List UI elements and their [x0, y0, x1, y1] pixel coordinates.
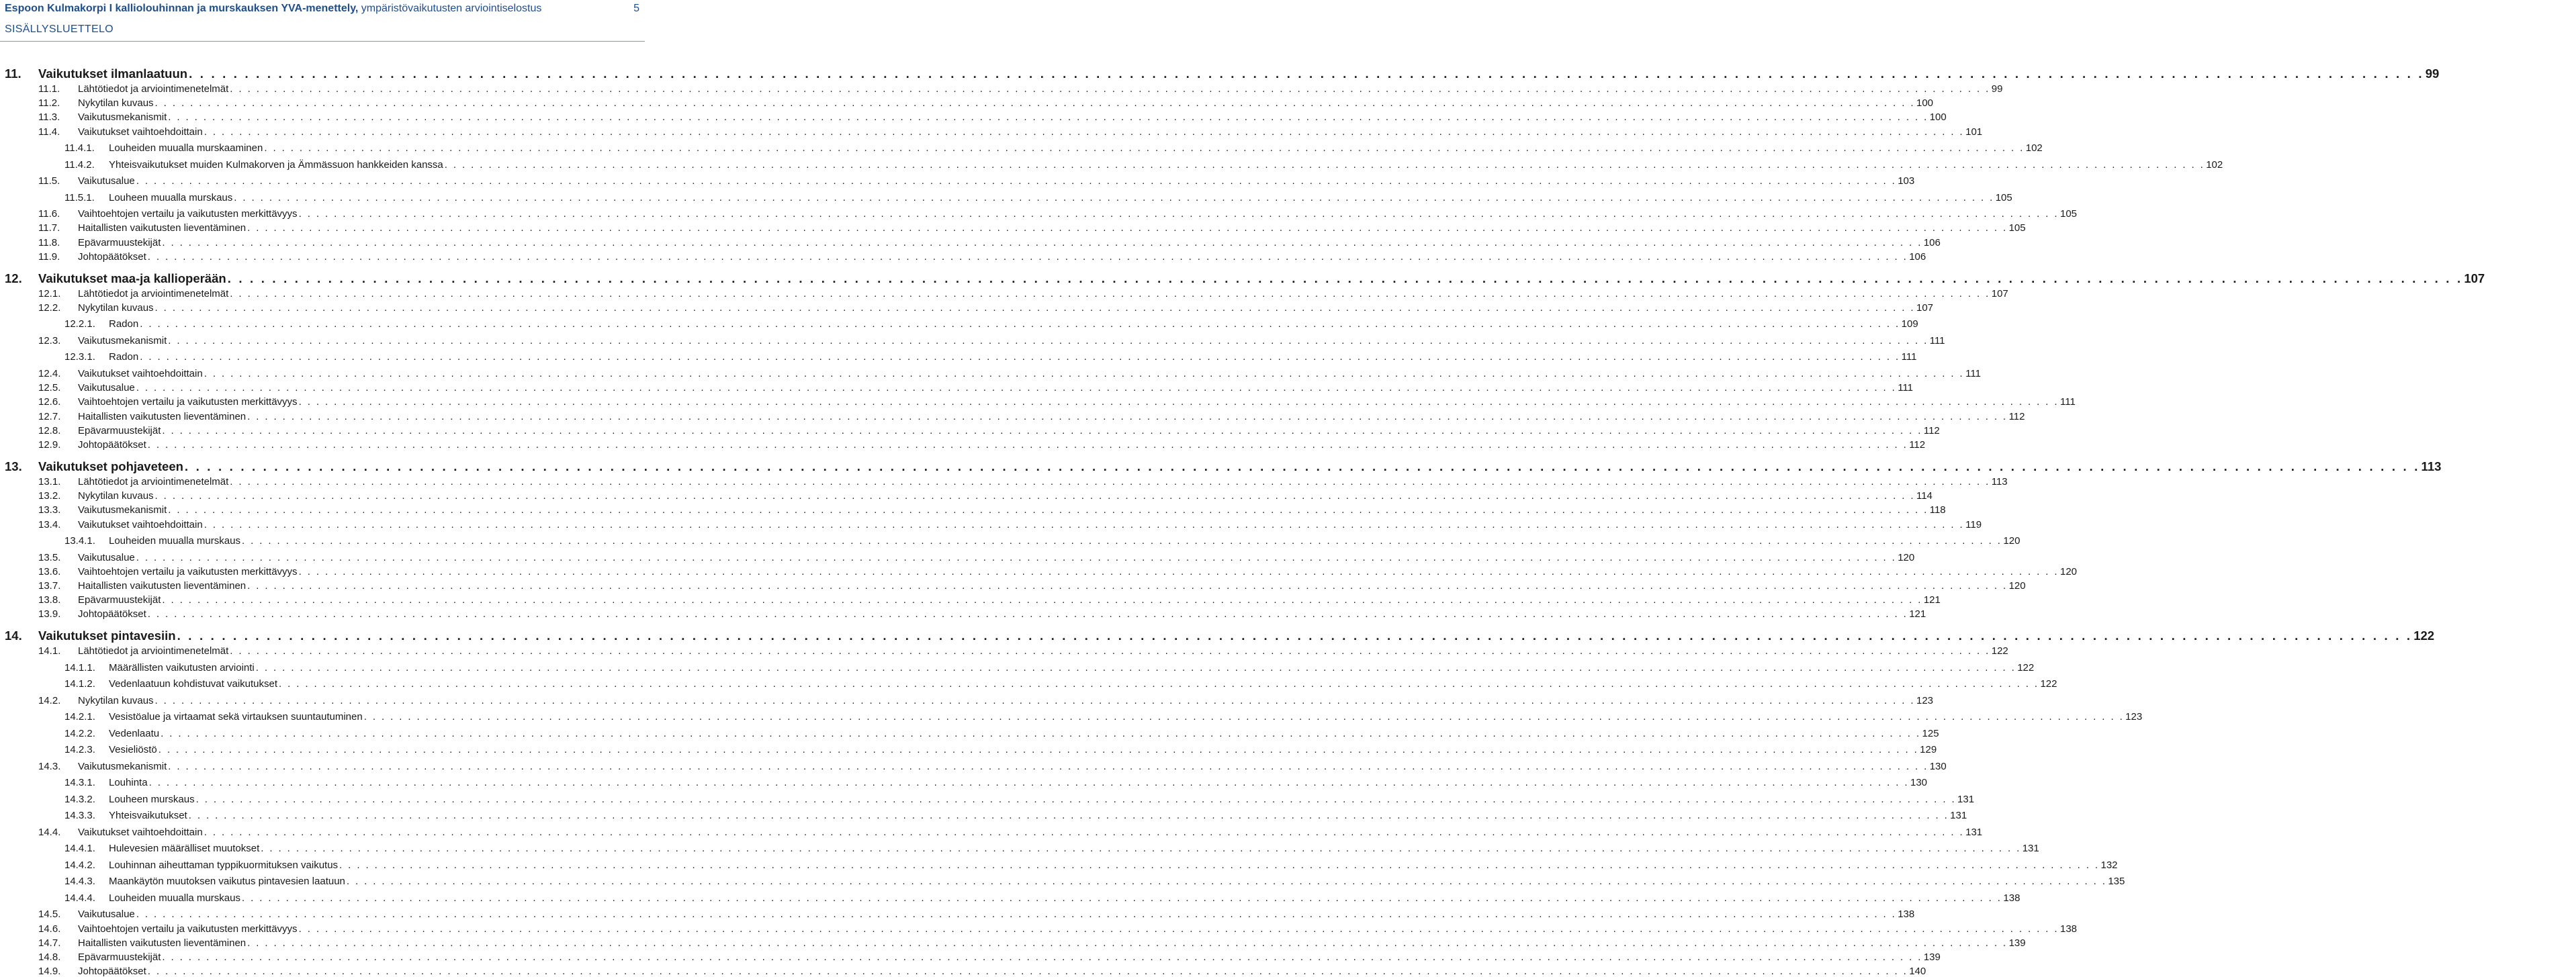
- toc-entry[interactable]: [0, 351, 1917, 363]
- section-label: SISÄLLYSLUETTELO: [5, 24, 114, 35]
- toc-entry-number: 12.3.: [38, 334, 61, 346]
- toc-entry-title: Haitallisten vaikutusten lieventäminen: [78, 222, 247, 234]
- toc-entry-page: 138: [1898, 909, 1915, 921]
- toc-entry-title: Johtopäätökset: [78, 608, 146, 620]
- toc-entry-number: 14.4.4.: [64, 892, 95, 904]
- toc-entry-page: 132: [2100, 859, 2118, 871]
- toc-entry[interactable]: [0, 396, 2076, 408]
- toc-entry-number: 14.2.1.: [64, 711, 95, 723]
- toc-entry-number: 13.5.: [38, 551, 61, 563]
- toc-entry-title: Haitallisten vaikutusten lieventäminen: [78, 937, 247, 949]
- toc-entry-number: 14.: [5, 629, 22, 643]
- toc-entry[interactable]: [0, 301, 1934, 314]
- toc-entry-number: 11.5.: [38, 175, 60, 187]
- toc-entry-number: 14.3.1.: [64, 777, 95, 789]
- toc-entry-page: 130: [1929, 760, 1947, 772]
- toc-entry-title: Radon: [109, 351, 139, 363]
- toc-entry-number: 11.5.1.: [64, 191, 95, 203]
- toc-entry-number: 14.2.3.: [64, 744, 95, 756]
- toc-entry-page: 131: [2022, 843, 2039, 855]
- toc-leader-dots: . . . . . . . . . . . . . . . . . . . . . . . . . . . . . . . . . . . . . . . . . . . . . . . . . . . . . . . . . . . . . . . . . . . . . . . . . . . . . . . . . . . . . . . . . . . . . . . . . . . . . . . . . . . . . . . . . . . . . . . . . . . . . . . . . . . . . . . . . . . . . . . . . . . . . . . . . . . . . . . . . . . . . . . . . . . . . . . . . . . . . . . . . . . . . . . . . . . . . . . .: [255, 661, 2016, 673]
- toc-entry-number: 14.6.: [38, 923, 61, 935]
- toc-entry[interactable]: [0, 83, 2003, 95]
- toc-leader-dots: . . . . . . . . . . . . . . . . . . . . . . . . . . . . . . . . . . . . . . . . . . . . . . . . . . . . . . . . . . . . . . . . . . . . . . . . . . . . . . . . . . . . . . . . . . . . . . . . . . . . . . . . . . . . . . . . . . . . . . . . . . . . . . . . . . . . . . . . . . . . . . . . . . . . . . . . . . . . . . . . . . . . . . . . . . . . . . . . . . . . . . . . . . . . . . . . . . . . . . . .: [168, 111, 1928, 124]
- toc-leader-dots: . . . . . . . . . . . . . . . . . . . . . . . . . . . . . . . . . . . . . . . . . . . . . . . . . . . . . . . . . . . . . . . . . . . . . . . . . . . . . . . . . . . . . . . . . . . . . . . . . . . . . . . . . . . . . . . . . . . . . . . . . . . . . . . . . . . . . . . . . . . . . . . . . . . . . . . . . . . . . . . . . . . . . . . . . . . . . . . . . . . . . . . . . . . . . . . . . . . . . . . .: [204, 826, 1965, 838]
- toc-leader-dots: . . . . . . . . . . . . . . . . . . . . . . . . . . . . . . . . . . . . . . . . . . . . . . . . . . . . . . . . . . . . . . . . . . . . . . . . . . . . . . . . . . . . . . . . . . . . . . . . . . . . . . . . . . . . . . . . . . . . . . . . . . . . . . . . . . . . . . . . . . . . . . . . . . . . . . . . . . . . . . . . . . . . . . . . . . . . . . . . . . . . . . . . . . . . . . . . . . . . . . . .: [230, 645, 1990, 657]
- toc-entry-title: Epävarmuustekijät: [78, 951, 161, 963]
- toc-entry-title: Radon: [109, 318, 139, 330]
- toc-entry[interactable]: [0, 518, 1982, 530]
- toc-entry-page: 111: [1965, 367, 1981, 379]
- toc-entry-title: Johtopäätökset: [78, 438, 146, 451]
- toc-entry[interactable]: [0, 608, 1926, 620]
- toc-entry-number: 12.2.1.: [64, 318, 95, 330]
- toc-entry[interactable]: [0, 111, 1947, 124]
- toc-entry-page: 129: [1920, 744, 1937, 756]
- toc-entry-number: 13.9.: [38, 608, 61, 620]
- toc-entry[interactable]: [0, 810, 1967, 822]
- toc-entry-page: 112: [1923, 424, 1940, 436]
- toc-entry[interactable]: [0, 236, 1941, 248]
- toc-entry-number: 12.3.1.: [64, 351, 95, 363]
- toc-entry-title: Vaikutusmekanismit: [78, 334, 167, 346]
- toc-entry-page: 100: [1929, 111, 1947, 124]
- toc-entry-title: Vesieliöstö: [109, 744, 157, 756]
- toc-leader-dots: . . . . . . . . . . . . . . . . . . . . . . . . . . . . . . . . . . . . . . . . . . . . . . . . . . . . . . . . . . . . . . . . . . . . . . . . . . . . . . . . . . . . . . . . . . . . . . . . . . . . . . . . . . . . . . . . . . . . . . . . . . . . . . . . . . . . . . . . . . . . . . . . . . . . . . . . . . . . . . . . . . . . . . . . . . . . . . . . . . . . . . . . . . . . . . . . . . . . . . . .: [444, 158, 2205, 171]
- toc-entry[interactable]: [0, 727, 1939, 739]
- toc-entry[interactable]: [0, 97, 1934, 109]
- toc-entry-title: Vaikutukset pohjaveteen: [38, 459, 183, 473]
- toc-entry-number: 14.8.: [38, 951, 61, 963]
- toc-leader-dots: . . . . . . . . . . . . . . . . . . . . . . . . . . . . . . . . . . . . . . . . . . . . . . . . . . . . . . . . . . . . . . . . . . . . . . . . . . . . . . . . . . . . . . . . . . . . . . . . . . . . . . . . . . . . . . . . . . . . . . . . . . . . . . . . . . . . . . . . . . . . . . . . . . . . . . . . . . . . . . . . . . . . . . . . . . . . . . . . . . . . . . . . . . . . . . . . . . . . . . . .: [162, 424, 1922, 436]
- toc-entry-title: Vaikutusalue: [78, 175, 135, 187]
- toc-entry-page: 111: [2060, 396, 2076, 408]
- toc-entry-page: 120: [2003, 535, 2020, 547]
- toc-entry-title: Louheiden muualla murskaus: [109, 892, 240, 904]
- toc-leader-dots: . . . . . . . . . . . . . . . . . . . . . . . . . . . . . . . . . . . . . . . . . . . . . . . . . . . . . . . . . . . . . . . . . . . . . . . . . . . . . . . . . . . . . . . . . . . . . . . . . . . . . . . . . . . . . . . . . . . . . . . . . . . . . . . . . . . . . . . . . . . . . . . . . . . . . . . . . . . . . . . . . . . . . . . . . . . . . . . . . . . . . . . . . . . . . . . . . . . . . . . .: [230, 83, 1990, 95]
- toc-entry-number: 14.4.: [38, 826, 61, 838]
- toc-entry-page: 109: [1901, 318, 1918, 330]
- toc-entry[interactable]: [0, 565, 2078, 577]
- toc-entry-title: Vedenlaatu: [109, 727, 160, 739]
- document-title-bold: Espoon Kulmakorpi I kalliolouhinnan ja murskauksen YVA-menettely,: [5, 3, 359, 14]
- toc-entry[interactable]: [0, 158, 2223, 171]
- toc-leader-dots: . . . . . . . . . . . . . . . . . . . . . . . . . . . . . . . . . . . . . . . . . . . . . . . . . . . . . . . . . . . . . . . . . . . . . . . . . . . . . . . . . . . . . . . . . . . . . . . . . . . . . . . . . . . . . . . . . . . . . . . . . . . . . . . . . . . . . . . . . . . . . . . . . . . . . . . . . . . . . . . . . . . . . . . . . . . . . . . . . . . . . . . . . . . . . . . . . . . . . . . .: [204, 126, 1965, 138]
- toc-leader-dots: . . . . . . . . . . . . . . . . . . . . . . . . . . . . . . . . . . . . . . . . . . . . . . . . . . . . . . . . . . . . . . . . . . . . . . . . . . . . . . . . . . . . . . . . . . . . . . . . . . . . . . . . . . . . . . . . . . . . . . . . . . . . . . . . . . . . . . . . . . . . . . . . . . . . . . . . . . . . . . . . . . . . . . . . . . . . . . . . . . . . . . . . . . . . . . . . . . . . . . . .: [147, 966, 1908, 977]
- toc-entry-number: 14.7.: [38, 937, 61, 949]
- toc-entry-title: Vaikutukset vaihtoehdoittain: [78, 126, 203, 138]
- toc-entry-page: 111: [1898, 382, 1914, 394]
- toc-leader-dots: . . . . . . . . . . . . . . . . . . . . . . . . . . . . . . . . . . . . . . . . . . . . . . . . . . . . . . . . . . . . . . . . . . . . . . . . . . . . . . . . . . . . . . . . . . . . . . . . . . . . . . . . . . . . . . . . . . . . . . . . . . . . . . . . . . . . . . . . . . . . . . . . . . . . . . . . . . . . . . . . . . . . . . . . . . . . . . . . . . . . . . . . . . . . . . . . . . . . . . . .: [204, 367, 1965, 379]
- toc-leader-dots: . . . . . . . . . . . . . . . . . . . . . . . . . . . . . . . . . . . . . . . . . . . . . . . . . . . . . . . . . . . . . . . . . . . . . . . . . . . . . . . . . . . . . . . . . . . . . . . . . . . . . . . . . . . . . . . . . . . . . . . . . . . . . . . . . . . . . . . . . . . . . . . . . . . . . . . . . . . . . . . . . . . . . . . . . . . . . . . . . . . . . . . . . . . . . . . . . . . . . . . .: [363, 711, 2125, 723]
- toc-entry-title: Vaikutusalue: [78, 382, 135, 394]
- toc-entry[interactable]: [0, 777, 1928, 789]
- toc-entry-number: 12.: [5, 271, 22, 285]
- toc-entry-title: Vesistöalue ja virtaamat sekä virtauksen suuntautuminen: [109, 711, 363, 723]
- toc-leader-dots: . . . . . . . . . . . . . . . . . . . . . . . . . . . . . . . . . . . . . . . . . . . . . . . . . . . . . . . . . . . . . . . . . . . . . . . . . . . . . . . . . . . . . . . . . . . . . . . . . . . . . . . . . . . . . . . . . . . . . . . . . . . . . . . . . . . . . . . . . . . . . . . . . . . . . . . . . . . . . . . . . . . . . . . . . . . . . . . . . . . . . . . . . . . . . . . . . . . . . . . .: [148, 777, 1909, 789]
- toc-entry-number: 11.4.: [38, 126, 60, 138]
- toc-entry-page: 103: [1898, 175, 1915, 187]
- toc-entry[interactable]: [0, 126, 1983, 138]
- toc-entry-title: Lähtötiedot ja arviointimenetelmät: [78, 475, 229, 487]
- toc-entry-title: Louhinta: [109, 777, 148, 789]
- toc-entry-title: Louheen murskaus: [109, 793, 195, 805]
- toc-leader-dots: . . . . . . . . . . . . . . . . . . . . . . . . . . . . . . . . . . . . . . . . . . . . . . . . . . . . . . . . . . . . . . . . . . . . . . . . . . . . . . . . . . . . . . . . . . . . . . . . . . . . . . . . . . . . . . . . . . . . . . . . . . . . . . . . . . . . . . . . . . . . . . . . . . . . . . . . . . . . . . . . . . . . . . . . . . . . . . . . . . . . . . . . . . . . . . . . . . . . . . . .: [136, 382, 1897, 394]
- toc-entry-number: 13.2.: [38, 490, 61, 502]
- toc-entry-title: Nykytilan kuvaus: [78, 694, 154, 706]
- toc-entry-page: 100: [1916, 97, 1934, 109]
- toc-leader-dots: . . . . . . . . . . . . . . . . . . . . . . . . . . . . . . . . . . . . . . . . . . . . . . . . . . . . . . . . . . . . . . . . . . . . . . . . . . . . . . . . . . . . . . . . . . . . . . . . . . . . . . . . . . . . . . . . . . . . . . . . . . . . . . . . . . . . . . . . . . . . . . . . . . . . . . . . . . . . . . . . . . . . . . . . . . . . . . . . . . . . . . . . . . . . . . . . . . . . . . . .: [154, 301, 1915, 314]
- toc-entry[interactable]: [0, 711, 2143, 723]
- toc-entry-number: 14.4.3.: [64, 876, 95, 888]
- toc-entry[interactable]: [0, 222, 2026, 234]
- toc-leader-dots: . . . . . . . . . . . . . . . . . . . . . . . . . . . . . . . . . . . . . . . . . . . . . . . . . . . . . . . . . . . . . . . . . . . . . . . . . . . . . . . . . . . . . . . . . . . . . . . . . . . . . . . . . . . . . . . . . . . . . . . . . . . . . . . . . . . . . . . . . . . . . . . . . . . . . . . . . . . . . . . . . . . . . . . . . . . . . . . . . . . . . . . . . . . . . . . . . . . . . . . .: [161, 727, 1921, 739]
- toc-entry-title: Vaikutusalue: [78, 551, 135, 563]
- toc-entry[interactable]: [0, 744, 1937, 756]
- toc-leader-dots: . . . . . . . . . . . . . . . . . . . . . . . . . . . . . . . . . . . . . . . . . . . . . . . . . . . . . . . . . . . . . . . . . . . . . . . . . . . . . . . . . . . . . . . . . . . . . . . . . . . . . . . . . . . . . . . . . . . . . . . . . . . . . . . . . . . . . . . . . . . . . . . . . . . . . . . . . . . . . . . . . . . . . . . . . . . . . . . . . . . . . . . . . . . . . . . . . . . . . . . .: [204, 518, 1965, 530]
- toc-leader-dots: . . . . . . . . . . . . . . . . . . . . . . . . . . . . . . . . . . . . . . . . . . . . . . . . . . . . . . . . . . . . . . . . . . . . . . . . . . . . . . . . . . . . . . . . . . . . . . . . . . . . . . . . . . . . . . . . . . . . . . . . . . . . . . . . . . . . . . . . . . . . . . . . . . . . . . . . . . . . . . . . . . . . . . . . . . . . . . . . . . . . . . . . . . . . . . . . . . . . . . . .: [189, 66, 2424, 81]
- toc-entry-title: Nykytilan kuvaus: [78, 301, 154, 314]
- toc-entry-number: 11.4.2.: [64, 158, 95, 171]
- toc-entry-number: 12.4.: [38, 367, 61, 379]
- toc-entry-page: 140: [1909, 966, 1926, 977]
- toc-entry-page: 99: [1991, 83, 2003, 95]
- toc-entry[interactable]: [0, 318, 1918, 330]
- toc-entry-number: 12.6.: [38, 396, 61, 408]
- toc-leader-dots: . . . . . . . . . . . . . . . . . . . . . . . . . . . . . . . . . . . . . . . . . . . . . . . . . . . . . . . . . . . . . . . . . . . . . . . . . . . . . . . . . . . . . . . . . . . . . . . . . . . . . . . . . . . . . . . . . . . . . . . . . . . . . . . . . . . . . . . . . . . . . . . . . . . . . . . . . . . . . . . . . . . . . . . . . . . . . . . . . . . . . . . . . . . . . . . . . . . . . . . .: [147, 438, 1908, 451]
- toc-leader-dots: . . . . . . . . . . . . . . . . . . . . . . . . . . . . . . . . . . . . . . . . . . . . . . . . . . . . . . . . . . . . . . . . . . . . . . . . . . . . . . . . . . . . . . . . . . . . . . . . . . . . . . . . . . . . . . . . . . . . . . . . . . . . . . . . . . . . . . . . . . . . . . . . . . . . . . . . . . . . . . . . . . . . . . . . . . . . . . . . . . . . . . . . . . . . . . . . . . . . . . . .: [261, 843, 2021, 855]
- toc-leader-dots: . . . . . . . . . . . . . . . . . . . . . . . . . . . . . . . . . . . . . . . . . . . . . . . . . . . . . . . . . . . . . . . . . . . . . . . . . . . . . . . . . . . . . . . . . . . . . . . . . . . . . . . . . . . . . . . . . . . . . . . . . . . . . . . . . . . . . . . . . . . . . . . . . . . . . . . . . . . . . . . . . . . . . . . . . . . . . . . . . . . . . . . . . . . . . . . . . . . . . . . .: [168, 504, 1928, 516]
- toc-entry[interactable]: [0, 678, 2057, 690]
- toc-entry-page: 107: [1916, 301, 1934, 314]
- toc-entry[interactable]: [0, 287, 2008, 299]
- toc-leader-dots: . . . . . . . . . . . . . . . . . . . . . . . . . . . . . . . . . . . . . . . . . . . . . . . . . . . . . . . . . . . . . . . . . . . . . . . . . . . . . . . . . . . . . . . . . . . . . . . . . . . . . . . . . . . . . . . . . . . . . . . . . . . . . . . . . . . . . . . . . . . . . . . . . . . . . . . . . . . . . . . . . . . . . . . . . . . . . . . . . . . . . . . . . . . . . . . . . . . . . . . .: [147, 250, 1908, 263]
- toc-entry[interactable]: [0, 594, 1941, 606]
- toc-entry[interactable]: [0, 579, 2026, 592]
- toc-entry-page: 106: [1909, 250, 1926, 263]
- header-divider: [0, 41, 645, 42]
- toc-entry-page: 105: [2060, 208, 2078, 220]
- toc-entry-page: 139: [1923, 951, 1941, 963]
- toc-leader-dots: . . . . . . . . . . . . . . . . . . . . . . . . . . . . . . . . . . . . . . . . . . . . . . . . . . . . . . . . . . . . . . . . . . . . . . . . . . . . . . . . . . . . . . . . . . . . . . . . . . . . . . . . . . . . . . . . . . . . . . . . . . . . . . . . . . . . . . . . . . . . . . . . . . . . . . . . . . . . . . . . . . . . . . . . . . . . . . . . . . . . . . . . . . . . . . . . . . . . . . . .: [168, 760, 1928, 772]
- toc-entry[interactable]: [0, 694, 1934, 706]
- toc-entry-page: 113: [1991, 475, 2008, 487]
- toc-entry[interactable]: [0, 826, 1983, 838]
- toc-entry-number: 13.3.: [38, 504, 61, 516]
- toc-entry-number: 13.4.: [38, 518, 61, 530]
- toc-leader-dots: . . . . . . . . . . . . . . . . . . . . . . . . . . . . . . . . . . . . . . . . . . . . . . . . . . . . . . . . . . . . . . . . . . . . . . . . . . . . . . . . . . . . . . . . . . . . . . . . . . . . . . . . . . . . . . . . . . . . . . . . . . . . . . . . . . . . . . . . . . . . . . . . . . . . . . . . . . . . . . . . . . . . . . . . . . . . . . . . . . . . . . . . . . . . . . . . . . . . . . . .: [230, 475, 1990, 487]
- page-header: [0, 0, 645, 42]
- toc-entry-page: 122: [2413, 629, 2435, 643]
- toc-entry-title: Epävarmuustekijät: [78, 594, 161, 606]
- toc-leader-dots: . . . . . . . . . . . . . . . . . . . . . . . . . . . . . . . . . . . . . . . . . . . . . . . . . . . . . . . . . . . . . . . . . . . . . . . . . . . . . . . . . . . . . . . . . . . . . . . . . . . . . . . . . . . . . . . . . . . . . . . . . . . . . . . . . . . . . . . . . . . . . . . . . . . . . . . . . . . . . . . . . . . . . . . . . . . . . . . . . . . . . . . . . . . . . . . . . . . . . . . .: [158, 744, 1919, 756]
- toc-entry-page: 131: [1957, 793, 1975, 805]
- toc-entry-page: 139: [2008, 937, 2026, 949]
- toc-entry-page: 123: [2125, 711, 2143, 723]
- toc-entry-page: 112: [2008, 410, 2025, 422]
- toc-entry-number: 14.4.2.: [64, 859, 95, 871]
- toc-entry-number: 13.: [5, 459, 22, 473]
- toc-leader-dots: . . . . . . . . . . . . . . . . . . . . . . . . . . . . . . . . . . . . . . . . . . . . . . . . . . . . . . . . . . . . . . . . . . . . . . . . . . . . . . . . . . . . . . . . . . . . . . . . . . . . . . . . . . . . . . . . . . . . . . . . . . . . . . . . . . . . . . . . . . . . . . . . . . . . . . . . . . . . . . . . . . . . . . . . . . . . . . . . . . . . . . . . . . . . . . . . . . . . . . . .: [247, 579, 2008, 592]
- toc-entry-number: 14.3.3.: [64, 810, 95, 822]
- toc-entry-page: 123: [1916, 694, 1934, 706]
- toc-chapter[interactable]: [0, 271, 2485, 286]
- toc-entry-number: 11.3.: [38, 111, 60, 124]
- toc-entry[interactable]: [0, 535, 2020, 547]
- toc-entry-number: 12.5.: [38, 382, 61, 394]
- toc-chapter[interactable]: [0, 629, 2435, 643]
- toc-entry[interactable]: [0, 551, 1915, 563]
- toc-entry-title: Nykytilan kuvaus: [78, 97, 154, 109]
- toc-entry[interactable]: [0, 645, 2008, 657]
- toc-entry-number: 14.1.1.: [64, 661, 95, 673]
- toc-entry-page: 121: [1923, 594, 1941, 606]
- toc-entry-title: Epävarmuustekijät: [78, 236, 161, 248]
- toc-leader-dots: . . . . . . . . . . . . . . . . . . . . . . . . . . . . . . . . . . . . . . . . . . . . . . . . . . . . . . . . . . . . . . . . . . . . . . . . . . . . . . . . . . . . . . . . . . . . . . . . . . . . . . . . . . . . . . . . . . . . . . . . . . . . . . . . . . . . . . . . . . . . . . . . . . . . . . . . . . . . . . . . . . . . . . . . . . . . . . . . . . . . . . . . . . . . . . . . . . . . . . . .: [162, 594, 1922, 606]
- toc-leader-dots: . . . . . . . . . . . . . . . . . . . . . . . . . . . . . . . . . . . . . . . . . . . . . . . . . . . . . . . . . . . . . . . . . . . . . . . . . . . . . . . . . . . . . . . . . . . . . . . . . . . . . . . . . . . . . . . . . . . . . . . . . . . . . . . . . . . . . . . . . . . . . . . . . . . . . . . . . . . . . . . . . . . . . . . . . . . . . . . . . . . . . . . . . . . . . . . . . . . . . . . .: [195, 793, 1957, 805]
- toc-entry-title: Louhinnan aiheuttaman typpikuormituksen vaikutus: [109, 859, 339, 871]
- toc-entry[interactable]: [0, 923, 2078, 935]
- toc-entry[interactable]: [0, 843, 2039, 855]
- toc-leader-dots: . . . . . . . . . . . . . . . . . . . . . . . . . . . . . . . . . . . . . . . . . . . . . . . . . . . . . . . . . . . . . . . . . . . . . . . . . . . . . . . . . . . . . . . . . . . . . . . . . . . . . . . . . . . . . . . . . . . . . . . . . . . . . . . . . . . . . . . . . . . . . . . . . . . . . . . . . . . . . . . . . . . . . . . . . . . . . . . . . . . . . . . . . . . . . . . . . . . . . . . .: [136, 551, 1897, 563]
- toc-leader-dots: . . . . . . . . . . . . . . . . . . . . . . . . . . . . . . . . . . . . . . . . . . . . . . . . . . . . . . . . . . . . . . . . . . . . . . . . . . . . . . . . . . . . . . . . . . . . . . . . . . . . . . . . . . . . . . . . . . . . . . . . . . . . . . . . . . . . . . . . . . . . . . . . . . . . . . . . . . . . . . . . . . . . . . . . . . . . . . . . . . . . . . . . . . . . . . . . . . . . . . . .: [154, 490, 1915, 502]
- toc-leader-dots: . . . . . . . . . . . . . . . . . . . . . . . . . . . . . . . . . . . . . . . . . . . . . . . . . . . . . . . . . . . . . . . . . . . . . . . . . . . . . . . . . . . . . . . . . . . . . . . . . . . . . . . . . . . . . . . . . . . . . . . . . . . . . . . . . . . . . . . . . . . . . . . . . . . . . . . . . . . . . . . . . . . . . . . . . . . . . . . . . . . . . . . . . . . . . . . . . . . . . . . .: [298, 565, 2059, 577]
- toc-entry[interactable]: [0, 892, 2020, 904]
- toc-leader-dots: . . . . . . . . . . . . . . . . . . . . . . . . . . . . . . . . . . . . . . . . . . . . . . . . . . . . . . . . . . . . . . . . . . . . . . . . . . . . . . . . . . . . . . . . . . . . . . . . . . . . . . . . . . . . . . . . . . . . . . . . . . . . . . . . . . . . . . . . . . . . . . . . . . . . . . . . . . . . . . . . . . . . . . . . . . . . . . . . . . . . . . . . . . . . . . . . . . . . . . . .: [140, 318, 1900, 330]
- toc-entry-page: 102: [2025, 142, 2043, 154]
- toc-entry-title: Lähtötiedot ja arviointimenetelmät: [78, 645, 229, 657]
- toc-entry-number: 11.2.: [38, 97, 60, 109]
- toc-entry-number: 12.8.: [38, 424, 61, 436]
- toc-leader-dots: . . . . . . . . . . . . . . . . . . . . . . . . . . . . . . . . . . . . . . . . . . . . . . . . . . . . . . . . . . . . . . . . . . . . . . . . . . . . . . . . . . . . . . . . . . . . . . . . . . . . . . . . . . . . . . . . . . . . . . . . . . . . . . . . . . . . . . . . . . . . . . . . . . . . . . . . . . . . . . . . . . . . . . . . . . . . . . . . . . . . . . . . . . . . . . . . . . . . . . . .: [147, 608, 1908, 620]
- toc-entry-title: Johtopäätökset: [78, 250, 146, 263]
- toc-entry-number: 11.1.: [38, 83, 60, 95]
- toc-leader-dots: . . . . . . . . . . . . . . . . . . . . . . . . . . . . . . . . . . . . . . . . . . . . . . . . . . . . . . . . . . . . . . . . . . . . . . . . . . . . . . . . . . . . . . . . . . . . . . . . . . . . . . . . . . . . . . . . . . . . . . . . . . . . . . . . . . . . . . . . . . . . . . . . . . . . . . . . . . . . . . . . . . . . . . . . . . . . . . . . . . . . . . . . . . . . . . . . . . . . . . . .: [264, 142, 2025, 154]
- toc-entry[interactable]: [0, 142, 2043, 154]
- toc-leader-dots: . . . . . . . . . . . . . . . . . . . . . . . . . . . . . . . . . . . . . . . . . . . . . . . . . . . . . . . . . . . . . . . . . . . . . . . . . . . . . . . . . . . . . . . . . . . . . . . . . . . . . . . . . . . . . . . . . . . . . . . . . . . . . . . . . . . . . . . . . . . . . . . . . . . . . . . . . . . . . . . . . . . . . . . . . . . . . . . . . . . . . . . . . . . . . . . . . . . . . . . .: [339, 859, 2100, 871]
- toc-entry[interactable]: [0, 191, 2012, 203]
- toc-entry-number: 11.9.: [38, 250, 60, 263]
- toc-leader-dots: . . . . . . . . . . . . . . . . . . . . . . . . . . . . . . . . . . . . . . . . . . . . . . . . . . . . . . . . . . . . . . . . . . . . . . . . . . . . . . . . . . . . . . . . . . . . . . . . . . . . . . . . . . . . . . . . . . . . . . . . . . . . . . . . . . . . . . . . . . . . . . . . . . . . . . . . . . . . . . . . . . . . . . . . . . . . . . . . . . . . . . . . . . . . . . . . . . . . . . . .: [298, 923, 2059, 935]
- toc-entry-title: Vaikutusmekanismit: [78, 760, 167, 772]
- toc-entry-number: 14.3.: [38, 760, 61, 772]
- toc-entry-page: 131: [1950, 810, 1967, 822]
- toc-leader-dots: . . . . . . . . . . . . . . . . . . . . . . . . . . . . . . . . . . . . . . . . . . . . . . . . . . . . . . . . . . . . . . . . . . . . . . . . . . . . . . . . . . . . . . . . . . . . . . . . . . . . . . . . . . . . . . . . . . . . . . . . . . . . . . . . . . . . . . . . . . . . . . . . . . . . . . . . . . . . . . . . . . . . . . . . . . . . . . . . . . . . . . . . . . . . . . . . . . . . . . . .: [177, 629, 2413, 643]
- toc-entry-title: Maankäytön muutoksen vaikutus pintavesien laatuun: [109, 876, 345, 888]
- toc-entry-title: Vaikutukset vaihtoehdoittain: [78, 826, 203, 838]
- toc-entry-page: 107: [1991, 287, 2008, 299]
- toc-entry-number: 14.4.1.: [64, 843, 95, 855]
- toc-entry-number: 14.1.2.: [64, 678, 95, 690]
- toc-entry-number: 11.8.: [38, 236, 60, 248]
- toc-leader-dots: . . . . . . . . . . . . . . . . . . . . . . . . . . . . . . . . . . . . . . . . . . . . . . . . . . . . . . . . . . . . . . . . . . . . . . . . . . . . . . . . . . . . . . . . . . . . . . . . . . . . . . . . . . . . . . . . . . . . . . . . . . . . . . . . . . . . . . . . . . . . . . . . . . . . . . . . . . . . . . . . . . . . . . . . . . . . . . . . . . . . . . . . . . . . . . . . . . . . . . . .: [346, 876, 2107, 888]
- toc-entry-number: 11.4.1.: [64, 142, 95, 154]
- toc-entry-title: Vaikutusmekanismit: [78, 111, 167, 124]
- toc-entry-page: 120: [1898, 551, 1915, 563]
- toc-entry-number: 13.6.: [38, 565, 61, 577]
- toc-entry-page: 107: [2464, 271, 2485, 285]
- document-title-rest: ympäristövaikutusten arviointiselostus: [358, 3, 542, 14]
- toc-entry[interactable]: [0, 382, 1914, 394]
- toc-entry-title: Vaikutukset maa-ja kallioperään: [38, 271, 226, 285]
- toc-entry-number: 14.2.: [38, 694, 61, 706]
- toc-leader-dots: . . . . . . . . . . . . . . . . . . . . . . . . . . . . . . . . . . . . . . . . . . . . . . . . . . . . . . . . . . . . . . . . . . . . . . . . . . . . . . . . . . . . . . . . . . . . . . . . . . . . . . . . . . . . . . . . . . . . . . . . . . . . . . . . . . . . . . . . . . . . . . . . . . . . . . . . . . . . . . . . . . . . . . . . . . . . . . . . . . . . . . . . . . . . . . . . . . . . . . . .: [162, 236, 1922, 248]
- toc-leader-dots: . . . . . . . . . . . . . . . . . . . . . . . . . . . . . . . . . . . . . . . . . . . . . . . . . . . . . . . . . . . . . . . . . . . . . . . . . . . . . . . . . . . . . . . . . . . . . . . . . . . . . . . . . . . . . . . . . . . . . . . . . . . . . . . . . . . . . . . . . . . . . . . . . . . . . . . . . . . . . . . . . . . . . . . . . . . . . . . . . . . . . . . . . . . . . . . . . . . . . . . .: [298, 208, 2059, 220]
- toc-entry-page: 122: [2040, 678, 2057, 690]
- page-number: 5: [633, 3, 639, 14]
- toc-entry-number: 12.1.: [38, 287, 61, 299]
- toc-leader-dots: . . . . . . . . . . . . . . . . . . . . . . . . . . . . . . . . . . . . . . . . . . . . . . . . . . . . . . . . . . . . . . . . . . . . . . . . . . . . . . . . . . . . . . . . . . . . . . . . . . . . . . . . . . . . . . . . . . . . . . . . . . . . . . . . . . . . . . . . . . . . . . . . . . . . . . . . . . . . . . . . . . . . . . . . . . . . . . . . . . . . . . . . . . . . . . . . . . . . . . . .: [136, 175, 1897, 187]
- toc-entry-title: Louheiden muualla murskaus: [109, 535, 240, 547]
- toc-leader-dots: . . . . . . . . . . . . . . . . . . . . . . . . . . . . . . . . . . . . . . . . . . . . . . . . . . . . . . . . . . . . . . . . . . . . . . . . . . . . . . . . . . . . . . . . . . . . . . . . . . . . . . . . . . . . . . . . . . . . . . . . . . . . . . . . . . . . . . . . . . . . . . . . . . . . . . . . . . . . . . . . . . . . . . . . . . . . . . . . . . . . . . . . . . . . . . . . . . . . . . . .: [140, 351, 1900, 363]
- toc-entry-number: 14.9.: [38, 966, 61, 977]
- toc-chapter[interactable]: [0, 459, 2442, 474]
- toc-entry[interactable]: [0, 909, 1915, 921]
- toc-entry-title: Vaihtoehtojen vertailu ja vaikutusten merkittävyys: [78, 565, 298, 577]
- toc-entry-title: Johtopäätökset: [78, 966, 146, 977]
- toc-entry-title: Nykytilan kuvaus: [78, 490, 154, 502]
- toc-leader-dots: . . . . . . . . . . . . . . . . . . . . . . . . . . . . . . . . . . . . . . . . . . . . . . . . . . . . . . . . . . . . . . . . . . . . . . . . . . . . . . . . . . . . . . . . . . . . . . . . . . . . . . . . . . . . . . . . . . . . . . . . . . . . . . . . . . . . . . . . . . . . . . . . . . . . . . . . . . . . . . . . . . . . . . . . . . . . . . . . . . . . . . . . . . . . . . . . . . . . . . . .: [136, 909, 1897, 921]
- toc-entry-page: 122: [1991, 645, 2008, 657]
- toc-entry-number: 12.7.: [38, 410, 61, 422]
- toc-entry-page: 101: [1965, 126, 1983, 138]
- toc-leader-dots: . . . . . . . . . . . . . . . . . . . . . . . . . . . . . . . . . . . . . . . . . . . . . . . . . . . . . . . . . . . . . . . . . . . . . . . . . . . . . . . . . . . . . . . . . . . . . . . . . . . . . . . . . . . . . . . . . . . . . . . . . . . . . . . . . . . . . . . . . . . . . . . . . . . . . . . . . . . . . . . . . . . . . . . . . . . . . . . . . . . . . . . . . . . . . . . . . . . . . . . .: [247, 410, 2008, 422]
- toc-entry-number: 13.7.: [38, 579, 61, 592]
- toc-entry[interactable]: [0, 951, 1941, 963]
- toc-leader-dots: . . . . . . . . . . . . . . . . . . . . . . . . . . . . . . . . . . . . . . . . . . . . . . . . . . . . . . . . . . . . . . . . . . . . . . . . . . . . . . . . . . . . . . . . . . . . . . . . . . . . . . . . . . . . . . . . . . . . . . . . . . . . . . . . . . . . . . . . . . . . . . . . . . . . . . . . . . . . . . . . . . . . . . . . . . . . . . . . . . . . . . . . . . . . . . . . . . . . . . . .: [241, 892, 2002, 904]
- toc-entry-title: Hulevesien määrälliset muutokset: [109, 843, 260, 855]
- toc-entry-title: Määrällisten vaikutusten arviointi: [109, 661, 255, 673]
- toc-leader-dots: . . . . . . . . . . . . . . . . . . . . . . . . . . . . . . . . . . . . . . . . . . . . . . . . . . . . . . . . . . . . . . . . . . . . . . . . . . . . . . . . . . . . . . . . . . . . . . . . . . . . . . . . . . . . . . . . . . . . . . . . . . . . . . . . . . . . . . . . . . . . . . . . . . . . . . . . . . . . . . . . . . . . . . . . . . . . . . . . . . . . . . . . . . . . . . . . . . . . . . . .: [227, 271, 2463, 285]
- toc-entry-number: 14.5.: [38, 909, 61, 921]
- toc-entry-page: 125: [1922, 727, 1939, 739]
- toc-leader-dots: . . . . . . . . . . . . . . . . . . . . . . . . . . . . . . . . . . . . . . . . . . . . . . . . . . . . . . . . . . . . . . . . . . . . . . . . . . . . . . . . . . . . . . . . . . . . . . . . . . . . . . . . . . . . . . . . . . . . . . . . . . . . . . . . . . . . . . . . . . . . . . . . . . . . . . . . . . . . . . . . . . . . . . . . . . . . . . . . . . . . . . . . . . . . . . . . . . . . . . . .: [247, 222, 2008, 234]
- toc-entry-title: Epävarmuustekijät: [78, 424, 161, 436]
- toc-entry-title: Louheen muualla murskaus: [109, 191, 233, 203]
- toc-entry-page: 131: [1965, 826, 1983, 838]
- toc-entry-number: 11.: [5, 66, 21, 81]
- toc-entry-number: 13.8.: [38, 594, 61, 606]
- toc-entry[interactable]: [0, 490, 1933, 502]
- toc-entry[interactable]: [0, 367, 1981, 379]
- toc-leader-dots: . . . . . . . . . . . . . . . . . . . . . . . . . . . . . . . . . . . . . . . . . . . . . . . . . . . . . . . . . . . . . . . . . . . . . . . . . . . . . . . . . . . . . . . . . . . . . . . . . . . . . . . . . . . . . . . . . . . . . . . . . . . . . . . . . . . . . . . . . . . . . . . . . . . . . . . . . . . . . . . . . . . . . . . . . . . . . . . . . . . . . . . . . . . . . . . . . . . . . . . .: [168, 334, 1928, 346]
- toc-entry-number: 13.4.1.: [64, 535, 95, 547]
- toc-entry[interactable]: [0, 475, 2008, 487]
- toc-leader-dots: . . . . . . . . . . . . . . . . . . . . . . . . . . . . . . . . . . . . . . . . . . . . . . . . . . . . . . . . . . . . . . . . . . . . . . . . . . . . . . . . . . . . . . . . . . . . . . . . . . . . . . . . . . . . . . . . . . . . . . . . . . . . . . . . . . . . . . . . . . . . . . . . . . . . . . . . . . . . . . . . . . . . . . . . . . . . . . . . . . . . . . . . . . . . . . . . . . . . . . . .: [184, 459, 2420, 473]
- toc-entry[interactable]: [0, 504, 1946, 516]
- toc-entry-page: 120: [2060, 565, 2078, 577]
- toc-entry[interactable]: [0, 661, 2035, 673]
- toc-entry-number: 11.6.: [38, 208, 60, 220]
- toc-entry-page: 120: [2008, 579, 2026, 592]
- toc-entry-title: Vaikutukset ilmanlaatuun: [38, 66, 188, 81]
- toc-entry-number: 14.1.: [38, 645, 61, 657]
- toc-entry-number: 14.2.2.: [64, 727, 95, 739]
- toc-entry-title: Vaikutusalue: [78, 909, 135, 921]
- toc-entry-title: Louheiden muualla murskaaminen: [109, 142, 263, 154]
- toc-leader-dots: . . . . . . . . . . . . . . . . . . . . . . . . . . . . . . . . . . . . . . . . . . . . . . . . . . . . . . . . . . . . . . . . . . . . . . . . . . . . . . . . . . . . . . . . . . . . . . . . . . . . . . . . . . . . . . . . . . . . . . . . . . . . . . . . . . . . . . . . . . . . . . . . . . . . . . . . . . . . . . . . . . . . . . . . . . . . . . . . . . . . . . . . . . . . . . . . . . . . . . . .: [188, 810, 1949, 822]
- toc-entry[interactable]: [0, 876, 2125, 888]
- toc-entry-title: Haitallisten vaikutusten lieventäminen: [78, 410, 247, 422]
- toc-entry-page: 135: [2108, 876, 2125, 888]
- toc-entry-page: 121: [1909, 608, 1926, 620]
- toc-leader-dots: . . . . . . . . . . . . . . . . . . . . . . . . . . . . . . . . . . . . . . . . . . . . . . . . . . . . . . . . . . . . . . . . . . . . . . . . . . . . . . . . . . . . . . . . . . . . . . . . . . . . . . . . . . . . . . . . . . . . . . . . . . . . . . . . . . . . . . . . . . . . . . . . . . . . . . . . . . . . . . . . . . . . . . . . . . . . . . . . . . . . . . . . . . . . . . . . . . . . . . . .: [247, 937, 2008, 949]
- document-title: [5, 3, 541, 15]
- toc-chapter[interactable]: [0, 66, 2440, 81]
- toc-entry-title: Vaikutukset vaihtoehdoittain: [78, 367, 203, 379]
- toc-entry[interactable]: [0, 859, 2118, 871]
- toc-leader-dots: . . . . . . . . . . . . . . . . . . . . . . . . . . . . . . . . . . . . . . . . . . . . . . . . . . . . . . . . . . . . . . . . . . . . . . . . . . . . . . . . . . . . . . . . . . . . . . . . . . . . . . . . . . . . . . . . . . . . . . . . . . . . . . . . . . . . . . . . . . . . . . . . . . . . . . . . . . . . . . . . . . . . . . . . . . . . . . . . . . . . . . . . . . . . . . . . . . . . . . . .: [234, 191, 1994, 203]
- toc-entry-number: 13.1.: [38, 475, 61, 487]
- toc-entry-page: 99: [2425, 66, 2440, 81]
- toc-entry-page: 138: [2003, 892, 2020, 904]
- toc-entry[interactable]: [0, 966, 1926, 977]
- toc-entry-page: 105: [1995, 191, 2012, 203]
- toc-entry-title: Vaikutusmekanismit: [78, 504, 167, 516]
- toc-entry-title: Vedenlaatuun kohdistuvat vaikutukset: [109, 678, 278, 690]
- toc-entry-page: 112: [1909, 438, 1926, 451]
- toc-leader-dots: . . . . . . . . . . . . . . . . . . . . . . . . . . . . . . . . . . . . . . . . . . . . . . . . . . . . . . . . . . . . . . . . . . . . . . . . . . . . . . . . . . . . . . . . . . . . . . . . . . . . . . . . . . . . . . . . . . . . . . . . . . . . . . . . . . . . . . . . . . . . . . . . . . . . . . . . . . . . . . . . . . . . . . . . . . . . . . . . . . . . . . . . . . . . . . . . . . . . . . . .: [230, 287, 1990, 299]
- toc-entry[interactable]: [0, 410, 2025, 422]
- toc-entry[interactable]: [0, 175, 1915, 187]
- toc-entry-title: Yhteisvaikutukset muiden Kulmakorven ja Ämmässuon hankkeiden kanssa: [109, 158, 443, 171]
- toc-entry[interactable]: [0, 793, 1975, 805]
- toc-entry-title: Vaikutukset pintavesiin: [38, 629, 176, 643]
- toc-entry-page: 119: [1965, 518, 1982, 530]
- toc-entry-number: 14.3.2.: [64, 793, 95, 805]
- toc-entry-page: 118: [1929, 504, 1946, 516]
- toc-entry[interactable]: [0, 937, 2026, 949]
- toc-entry-page: 114: [1916, 490, 1933, 502]
- toc-entry[interactable]: [0, 334, 1945, 346]
- toc-entry-title: Vaikutukset vaihtoehdoittain: [78, 518, 203, 530]
- toc-entry-title: Vaihtoehtojen vertailu ja vaikutusten merkittävyys: [78, 208, 298, 220]
- toc-entry-number: 12.2.: [38, 301, 61, 314]
- toc-entry-title: Yhteisvaikutukset: [109, 810, 187, 822]
- toc-leader-dots: . . . . . . . . . . . . . . . . . . . . . . . . . . . . . . . . . . . . . . . . . . . . . . . . . . . . . . . . . . . . . . . . . . . . . . . . . . . . . . . . . . . . . . . . . . . . . . . . . . . . . . . . . . . . . . . . . . . . . . . . . . . . . . . . . . . . . . . . . . . . . . . . . . . . . . . . . . . . . . . . . . . . . . . . . . . . . . . . . . . . . . . . . . . . . . . . . . . . . . . .: [241, 535, 2002, 547]
- toc-entry[interactable]: [0, 208, 2078, 220]
- toc-entry-page: 113: [2421, 459, 2442, 473]
- toc-entry-number: 12.9.: [38, 438, 61, 451]
- toc-entry[interactable]: [0, 250, 1926, 263]
- toc-entry-page: 130: [1910, 777, 1928, 789]
- toc-entry-page: 105: [2008, 222, 2026, 234]
- toc-entry-page: 111: [1929, 334, 1945, 346]
- toc-entry-page: 102: [2206, 158, 2223, 171]
- toc-entry-number: 11.7.: [38, 222, 60, 234]
- toc-leader-dots: . . . . . . . . . . . . . . . . . . . . . . . . . . . . . . . . . . . . . . . . . . . . . . . . . . . . . . . . . . . . . . . . . . . . . . . . . . . . . . . . . . . . . . . . . . . . . . . . . . . . . . . . . . . . . . . . . . . . . . . . . . . . . . . . . . . . . . . . . . . . . . . . . . . . . . . . . . . . . . . . . . . . . . . . . . . . . . . . . . . . . . . . . . . . . . . . . . . . . . . .: [162, 951, 1922, 963]
- toc-entry-page: 111: [1901, 351, 1917, 363]
- toc-entry-title: Vaihtoehtojen vertailu ja vaikutusten merkittävyys: [78, 396, 298, 408]
- toc-entry[interactable]: [0, 438, 1926, 451]
- toc-entry-title: Lähtötiedot ja arviointimenetelmät: [78, 287, 229, 299]
- toc-leader-dots: . . . . . . . . . . . . . . . . . . . . . . . . . . . . . . . . . . . . . . . . . . . . . . . . . . . . . . . . . . . . . . . . . . . . . . . . . . . . . . . . . . . . . . . . . . . . . . . . . . . . . . . . . . . . . . . . . . . . . . . . . . . . . . . . . . . . . . . . . . . . . . . . . . . . . . . . . . . . . . . . . . . . . . . . . . . . . . . . . . . . . . . . . . . . . . . . . . . . . . . .: [279, 678, 2039, 690]
- toc-entry-page: 138: [2060, 923, 2078, 935]
- toc-entry-title: Vaihtoehtojen vertailu ja vaikutusten merkittävyys: [78, 923, 298, 935]
- toc-leader-dots: . . . . . . . . . . . . . . . . . . . . . . . . . . . . . . . . . . . . . . . . . . . . . . . . . . . . . . . . . . . . . . . . . . . . . . . . . . . . . . . . . . . . . . . . . . . . . . . . . . . . . . . . . . . . . . . . . . . . . . . . . . . . . . . . . . . . . . . . . . . . . . . . . . . . . . . . . . . . . . . . . . . . . . . . . . . . . . . . . . . . . . . . . . . . . . . . . . . . . . . .: [154, 97, 1915, 109]
- toc-entry[interactable]: [0, 760, 1947, 772]
- toc-leader-dots: . . . . . . . . . . . . . . . . . . . . . . . . . . . . . . . . . . . . . . . . . . . . . . . . . . . . . . . . . . . . . . . . . . . . . . . . . . . . . . . . . . . . . . . . . . . . . . . . . . . . . . . . . . . . . . . . . . . . . . . . . . . . . . . . . . . . . . . . . . . . . . . . . . . . . . . . . . . . . . . . . . . . . . . . . . . . . . . . . . . . . . . . . . . . . . . . . . . . . . . .: [154, 694, 1915, 706]
- toc-entry-page: 106: [1923, 236, 1941, 248]
- toc-entry-title: Haitallisten vaikutusten lieventäminen: [78, 579, 247, 592]
- toc-entry-page: 122: [2017, 661, 2035, 673]
- toc-leader-dots: . . . . . . . . . . . . . . . . . . . . . . . . . . . . . . . . . . . . . . . . . . . . . . . . . . . . . . . . . . . . . . . . . . . . . . . . . . . . . . . . . . . . . . . . . . . . . . . . . . . . . . . . . . . . . . . . . . . . . . . . . . . . . . . . . . . . . . . . . . . . . . . . . . . . . . . . . . . . . . . . . . . . . . . . . . . . . . . . . . . . . . . . . . . . . . . . . . . . . . . .: [298, 396, 2059, 408]
- toc-entry-title: Lähtötiedot ja arviointimenetelmät: [78, 83, 229, 95]
- toc-entry[interactable]: [0, 424, 1940, 436]
